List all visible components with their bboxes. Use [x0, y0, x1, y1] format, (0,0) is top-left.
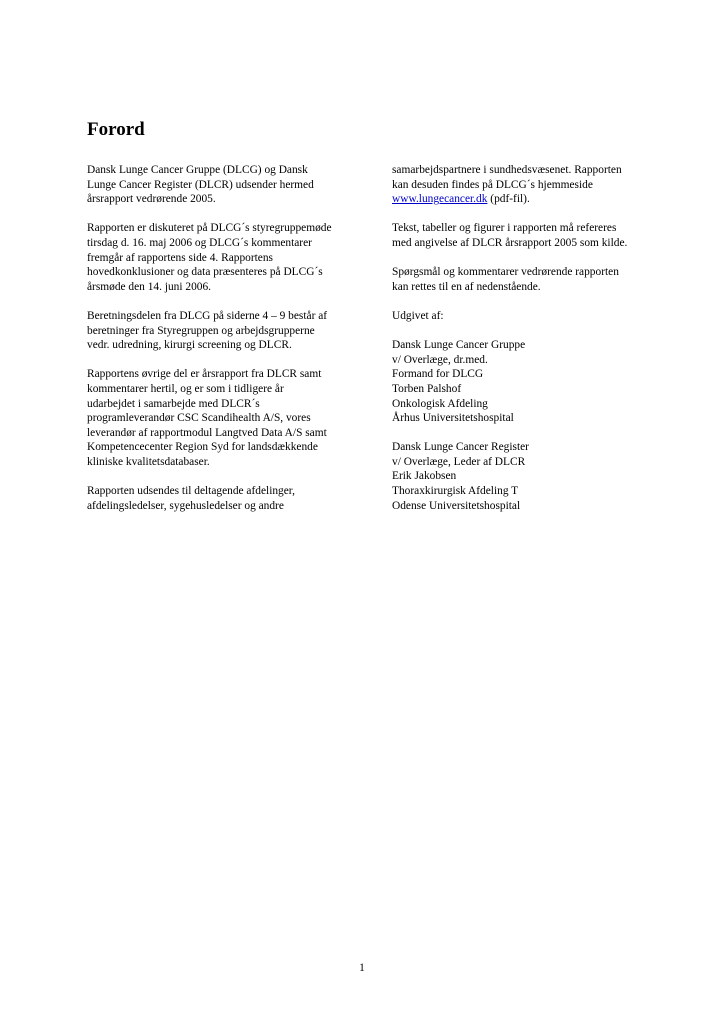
availability-paragraph [392, 163, 682, 207]
discussion-paragraph [87, 221, 372, 294]
left-column [87, 163, 372, 528]
text-line: Onkologisk Afdeling [392, 397, 488, 410]
right-column [392, 163, 682, 528]
link-suffix: (pdf-fil). [487, 193, 530, 206]
text-line: Tekst, tabeller og figurer i rapporten må refereres [392, 222, 617, 235]
text-line: beretninger fra Styregruppen og arbejdsgrupperne [87, 324, 315, 337]
text-line: Odense Universitetshospital [392, 499, 521, 512]
intro-paragraph [87, 163, 372, 207]
text-line: Århus Universitetshospital [392, 412, 514, 425]
text-line: hovedkonklusioner og data præsenteres på DLCG´s [87, 266, 323, 279]
page-number: 1 [359, 962, 365, 974]
text-line: Rapportens øvrige del er årsrapport fra DLCR samt [87, 368, 322, 381]
text-line: Dansk Lunge Cancer Register [392, 441, 529, 454]
distribution-paragraph [87, 484, 372, 513]
text-line: leverandør af rapportmodul Langtved Data A/S samt [87, 426, 327, 439]
text-line: kommentarer hertil, og er som i tidligere år [87, 382, 284, 395]
text-line: programleverandør CSC Scandihealth A/S, vores [87, 412, 311, 425]
text-line: Rapporten udsendes til deltagende afdelinger, [87, 485, 295, 498]
text-line: v/ Overlæge, Leder af DLCR [392, 455, 526, 468]
text-line: kan desuden findes på DLCG´s hjemmeside [392, 178, 593, 191]
text-line: fremgår af rapportens side 4. Rapportens [87, 251, 273, 264]
report-section-paragraph [87, 309, 372, 353]
text-line: samarbejdspartnere i sundhedsvæsenet. Rapporten [392, 164, 622, 176]
text-line: kliniske kvalitetsdatabaser. [87, 455, 210, 468]
text-line: Kompetencecenter Region Syd for landsdækkende [87, 441, 318, 454]
text-line: med angivelse af DLCR årsrapport 2005 som kilde. [392, 236, 628, 249]
text-line: Dansk Lunge Cancer Gruppe [392, 339, 526, 352]
text-line: Erik Jakobsen [392, 470, 457, 483]
text-line: Spørgsmål og kommentarer vedrørende rapporten [392, 266, 619, 279]
text-line: Rapporten er diskuteret på DLCG´s styregruppemøde [87, 222, 332, 235]
text-line: vedr. udredning, kirurgi screening og DLCR. [87, 339, 292, 352]
text-line: Beretningsdelen fra DLCG på siderne 4 – 9 består af [87, 309, 328, 322]
publisher-dlcr [392, 440, 682, 513]
text-line: Formand for DLCG [392, 368, 484, 381]
published-by-label: Udgivet af: [392, 309, 444, 322]
publisher-dlcg [392, 338, 682, 426]
citation-paragraph [392, 221, 682, 250]
text-line: afdelingsledelser, sygehusledelser og andre [87, 499, 284, 512]
link-line [392, 192, 682, 207]
text-line: udarbejdet i samarbejde med DLCR´s [87, 397, 260, 410]
page-heading: Forord [87, 119, 145, 140]
website-link[interactable]: www.lungecancer.dk [392, 193, 488, 206]
questions-paragraph [392, 265, 682, 294]
text-line: kan rettes til en af nedenstående. [392, 280, 541, 293]
text-line: Lunge Cancer Register (DLCR) udsender hermed [87, 178, 314, 191]
text-line: årsrapport vedrørende 2005. [87, 193, 216, 206]
text-line: Dansk Lunge Cancer Gruppe (DLCG) og Dansk [87, 164, 308, 176]
text-line: tirsdag d. 16. maj 2006 og DLCG´s kommentarer [87, 236, 312, 249]
collaboration-paragraph [87, 367, 372, 469]
text-line: Torben Palshof [392, 382, 462, 395]
text-line: Thoraxkirurgisk Afdeling T [392, 485, 519, 498]
text-line: årsmøde den 14. juni 2006. [87, 280, 212, 293]
text-line: v/ Overlæge, dr.med. [392, 353, 488, 366]
